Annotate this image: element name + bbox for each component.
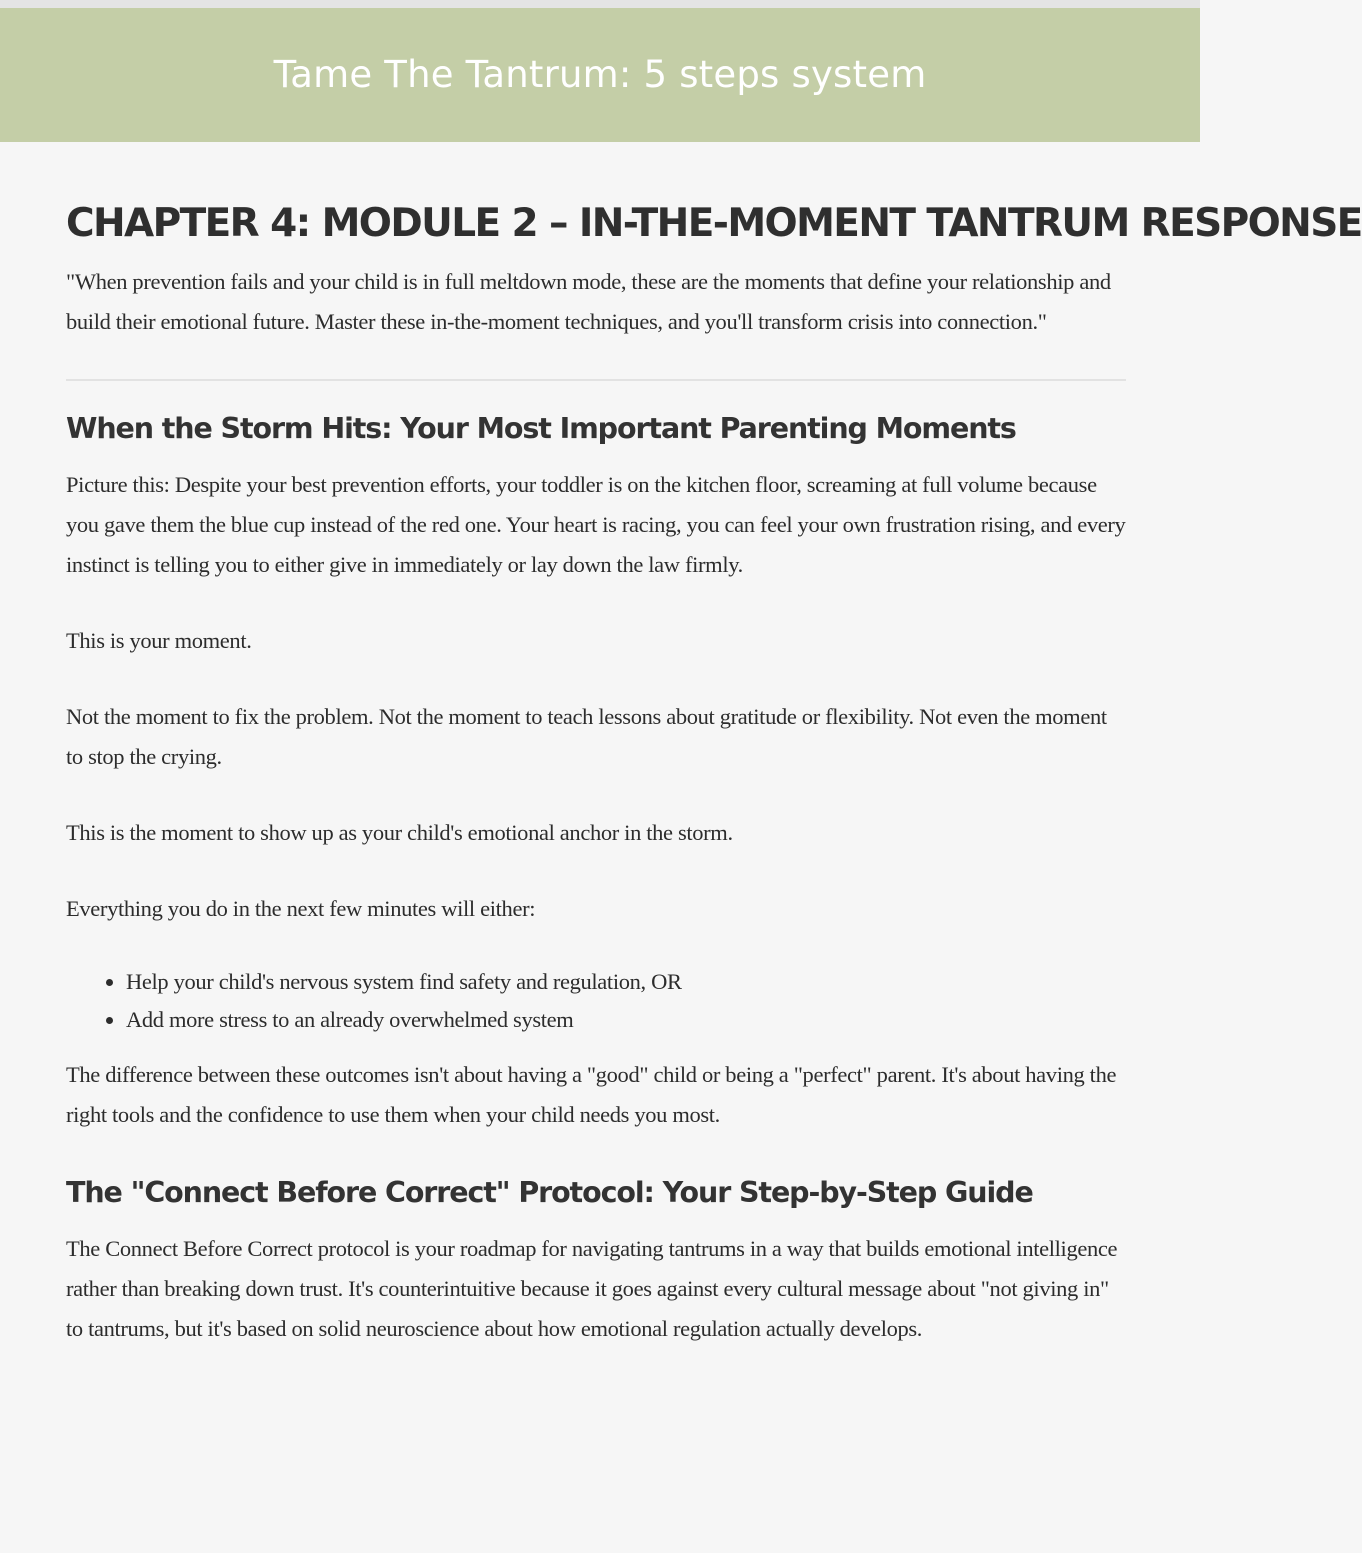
paragraph-everything-you-do: Everything you do in the next few minutes will either: [66, 896, 536, 921]
list-item: • Help your child's nervous system find safety and regulation, OR [126, 963, 1126, 1001]
paragraph-your-moment: This is your moment. [66, 628, 252, 653]
outcome-list [66, 963, 1126, 1039]
chapter-title: CHAPTER 4: MODULE 2 – IN-THE-MOMENT TANTRUM RESPONSE [66, 201, 1362, 246]
section-heading-protocol: The "Connect Before Correct" Protocol: Your Step-by-Step Guide [66, 1176, 1033, 1209]
paragraph-protocol: The Connect Before Correct protocol is your roadmap for navigating tantrums in a way that builds emotional intelligence rather than breaking down trust. It's counterintuitive because it goes against every cultural message about "not giving in" to tantrums, but it's based on solid neuroscience about how emotional regulation actually develops. [66, 1236, 1118, 1341]
document-header [0, 8, 1200, 142]
top-strip [0, 0, 1200, 8]
paragraph-difference: The difference between these outcomes isn't about having a "good" child or being a "perfect" parent. It's about having the right tools and the confidence to use them when your child needs you most. [66, 1062, 1117, 1127]
paragraph-emotional-anchor: This is the moment to show up as your child's emotional anchor in the storm. [66, 820, 733, 845]
page-content [66, 142, 1362, 1349]
list-item: • Add more stress to an already overwhelmed system [126, 1001, 1126, 1039]
chapter-quote: "When prevention fails and your child is in full meltdown mode, these are the moments that define your relationship and build their emotional future. Master these in-the-moment techniques, and you'll transform crisis into connection." [66, 269, 1111, 334]
section-heading-storm: When the Storm Hits: Your Most Important Parenting Moments [66, 412, 1016, 445]
paragraph-picture-this: Picture this: Despite your best prevention efforts, your toddler is on the kitchen floor, screaming at full volume because you gave them the blue cup instead of the red one. Your heart is racing, you can feel your own frustration rising, and every instinct is telling you to either give in immediately or lay down the law firmly. [66, 472, 1126, 577]
document-title: Tame The Tantrum: 5 steps system [273, 52, 927, 96]
paragraph-not-the-moment: Not the moment to fix the problem. Not the moment to teach lessons about gratitude or flexibility. Not even the moment to stop the crying. [66, 704, 1107, 769]
section-divider [66, 379, 1126, 381]
